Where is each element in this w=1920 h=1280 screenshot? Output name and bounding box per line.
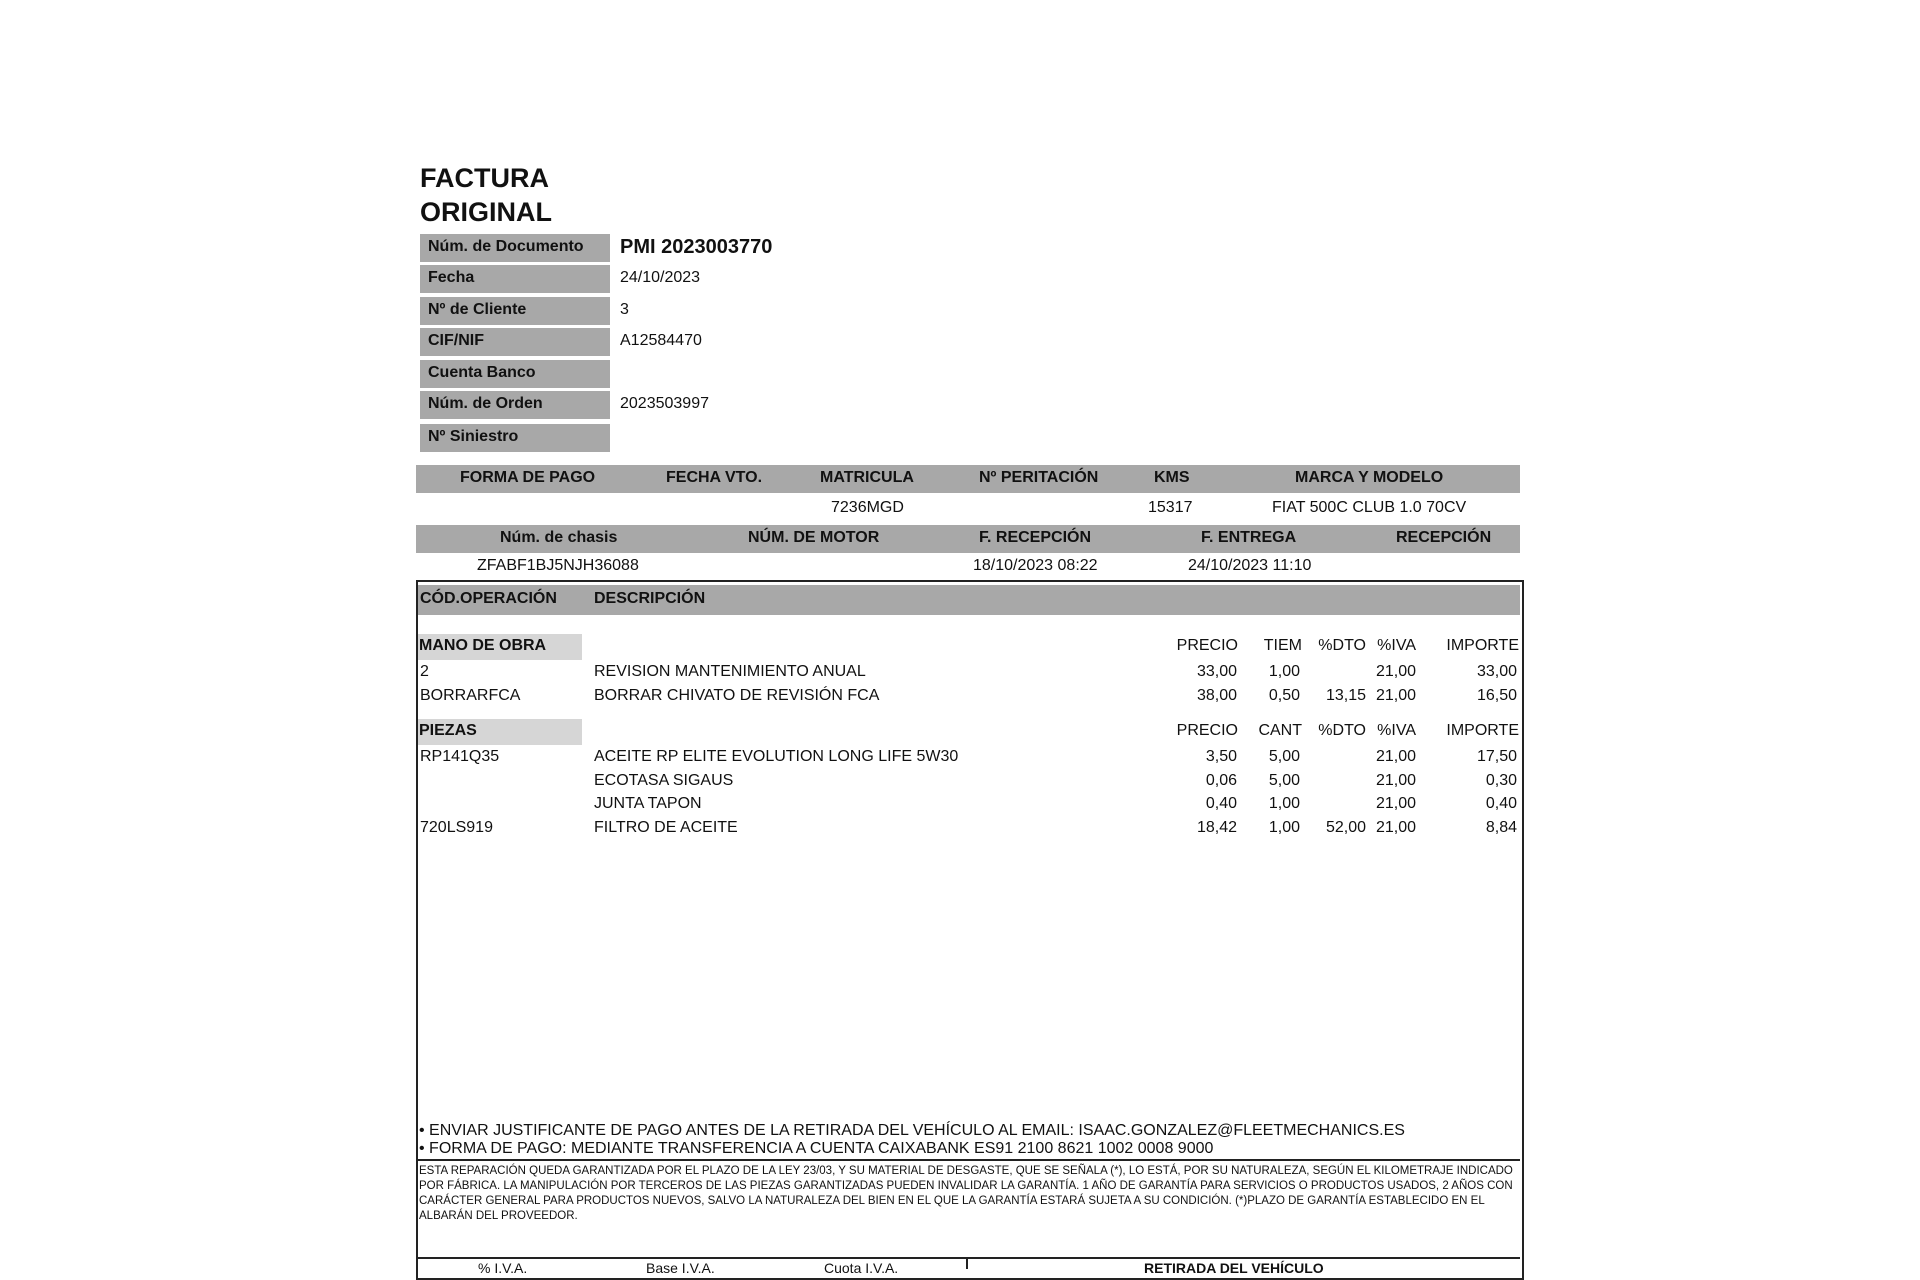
parts-row-precio: 0,40 [1205, 795, 1237, 812]
parts-row-importe: 8,84 [1485, 819, 1517, 836]
parts-row-iva: 21,00 [1375, 795, 1416, 812]
parts-row-precio: 0,06 [1205, 772, 1237, 789]
f-recepcion-value: 18/10/2023 08:22 [973, 557, 1098, 574]
document-title-line2: ORIGINAL [420, 197, 552, 227]
labor-row-iva: 21,00 [1375, 663, 1416, 680]
header-motor: NÚM. DE MOTOR [748, 529, 880, 546]
labor-row-iva: 21,00 [1375, 687, 1416, 704]
claim-number-label: Nº Siniestro [420, 424, 610, 452]
kms-value: 15317 [1148, 499, 1193, 516]
bank-account-label: Cuenta Banco [420, 360, 610, 388]
parts-row-iva: 21,00 [1375, 748, 1416, 765]
parts-row-desc: ACEITE RP ELITE EVOLUTION LONG LIFE 5W30 [594, 748, 959, 765]
labor-row-cod: BORRARFCA [420, 687, 521, 704]
labor-col-precio: PRECIO [1176, 637, 1238, 654]
footer-divider [418, 1257, 1520, 1259]
footer-column-divider [966, 1259, 968, 1269]
cif-value: A12584470 [620, 332, 702, 349]
labor-row-tiem: 0,50 [1268, 687, 1300, 704]
labor-col-tiem: TIEM [1263, 637, 1302, 654]
header-f-recepcion: F. RECEPCIÓN [979, 529, 1092, 546]
parts-row-desc: FILTRO DE ACEITE [594, 819, 738, 836]
marca-modelo-value: FIAT 500C CLUB 1.0 70CV [1272, 499, 1467, 516]
parts-row-cant: 5,00 [1268, 772, 1300, 789]
footer-retirada-vehiculo: RETIRADA DEL VEHÍCULO [1144, 1260, 1324, 1276]
parts-row-iva: 21,00 [1375, 819, 1416, 836]
labor-row-desc: BORRAR CHIVATO DE REVISIÓN FCA [594, 687, 880, 704]
header-chasis: Núm. de chasis [500, 529, 618, 546]
f-entrega-value: 24/10/2023 11:10 [1188, 557, 1312, 574]
parts-col-cant: CANT [1258, 722, 1302, 739]
client-number-label: Nº de Cliente [420, 297, 610, 325]
doc-number-label: Núm. de Documento [420, 234, 610, 262]
header-kms: KMS [1154, 469, 1190, 486]
labor-col-importe: IMPORTE [1446, 637, 1519, 654]
footer-iva-percent: % I.V.A. [478, 1260, 528, 1276]
parts-row-desc: JUNTA TAPON [594, 795, 702, 812]
parts-row-importe: 0,40 [1485, 795, 1517, 812]
labor-row-desc: REVISION MANTENIMIENTO ANUAL [594, 663, 866, 680]
client-number-value: 3 [620, 301, 629, 318]
labor-row-precio: 33,00 [1196, 663, 1237, 680]
date-value: 24/10/2023 [620, 269, 701, 286]
labor-row-importe: 33,00 [1476, 663, 1517, 680]
header-matricula: MATRICULA [820, 469, 914, 486]
parts-row-importe: 17,50 [1476, 748, 1517, 765]
header-cod-operacion: CÓD.OPERACIÓN [420, 590, 557, 607]
date-label: Fecha [420, 265, 610, 293]
parts-row-cod: RP141Q35 [420, 748, 500, 765]
payment-method-note: • FORMA DE PAGO: MEDIANTE TRANSFERENCIA A CUENTA CAIXABANK ES91 2100 8621 1002 0008 9000 [419, 1140, 1214, 1157]
labor-col-dto: %DTO [1318, 637, 1366, 654]
payment-proof-note: • ENVIAR JUSTIFICANTE DE PAGO ANTES DE LA RETIRADA DEL VEHÍCULO AL EMAIL: ISAAC.GONZALEZ@FLEETMECHANICS.ES [419, 1122, 1405, 1139]
parts-row-dto: 52,00 [1325, 819, 1366, 836]
parts-row-precio: 3,50 [1205, 748, 1237, 765]
labor-row-tiem: 1,00 [1268, 663, 1300, 680]
notes-divider [418, 1159, 1520, 1161]
lines-header-bar [418, 585, 1520, 615]
warranty-legal-text: ESTA REPARACIÓN QUEDA GARANTIZADA POR EL PLAZO DE LA LEY 23/03, Y SU MATERIAL DE DESGASTE, QUE SE SEÑALA (*), LO ESTÁ, POR SU NATURALEZA, SEGÚN EL KILOMETRAJE INDICADO POR FÁBRICA. LA MANIPULACIÓN POR TERCEROS DE LAS PIEZAS GARANTIZADAS PUEDEN INVALIDAR LA GARANTÍA. 1 AÑO DE GARANTÍA PARA SERVICIOS O PRODUCTOS USADOS, 2 AÑOS CON CARÁCTER GENERAL PARA PRODUCTOS NUEVOS, SALVO LA NATURALEZA DEL BIEN EN EL QUE LA GARANTÍA ESTARÁ SUJETA A SU CONDICIÓN. (*)PLAZO DE GARANTÍA ESTABLECIDO EN EL ALBARÁN DEL PROVEEDOR. [419, 1165, 1513, 1222]
labor-row-importe: 16,50 [1476, 687, 1517, 704]
parts-row-cant: 1,00 [1268, 819, 1300, 836]
labor-row-dto: 13,15 [1325, 687, 1366, 704]
parts-col-iva: %IVA [1377, 722, 1416, 739]
parts-row-importe: 0,30 [1485, 772, 1517, 789]
document-title-line1: FACTURA [420, 163, 549, 193]
parts-col-dto: %DTO [1318, 722, 1366, 739]
chasis-value: ZFABF1BJ5NJH36088 [477, 557, 639, 574]
parts-col-importe: IMPORTE [1446, 722, 1519, 739]
header-fecha-vto: FECHA VTO. [666, 469, 763, 486]
header-forma-pago: FORMA DE PAGO [460, 469, 596, 486]
labor-row-cod: 2 [420, 663, 429, 680]
matricula-value: 7236MGD [831, 499, 904, 516]
parts-row-iva: 21,00 [1375, 772, 1416, 789]
parts-section-title: PIEZAS [419, 722, 477, 739]
order-number-label: Núm. de Orden [420, 391, 610, 419]
parts-row-cod: 720LS919 [420, 819, 493, 836]
labor-col-iva: %IVA [1377, 637, 1416, 654]
parts-col-precio: PRECIO [1176, 722, 1238, 739]
header-peritacion: Nº PERITACIÓN [979, 469, 1099, 486]
header-recepcion: RECEPCIÓN [1396, 529, 1492, 546]
parts-row-cant: 1,00 [1268, 795, 1300, 812]
labor-section-title: MANO DE OBRA [419, 637, 547, 654]
parts-row-desc: ECOTASA SIGAUS [594, 772, 734, 789]
doc-number-value: PMI 2023003770 [620, 236, 773, 258]
parts-row-cant: 5,00 [1268, 748, 1300, 765]
labor-row-precio: 38,00 [1196, 687, 1237, 704]
parts-row-precio: 18,42 [1196, 819, 1237, 836]
footer-iva-cuota: Cuota I.V.A. [824, 1260, 899, 1276]
order-number-value: 2023503997 [620, 395, 709, 412]
cif-label: CIF/NIF [420, 328, 610, 356]
header-f-entrega: F. ENTREGA [1201, 529, 1297, 546]
footer-iva-base: Base I.V.A. [646, 1260, 715, 1276]
header-marca-modelo: MARCA Y MODELO [1295, 469, 1444, 486]
header-descripcion: DESCRIPCIÓN [594, 590, 706, 607]
